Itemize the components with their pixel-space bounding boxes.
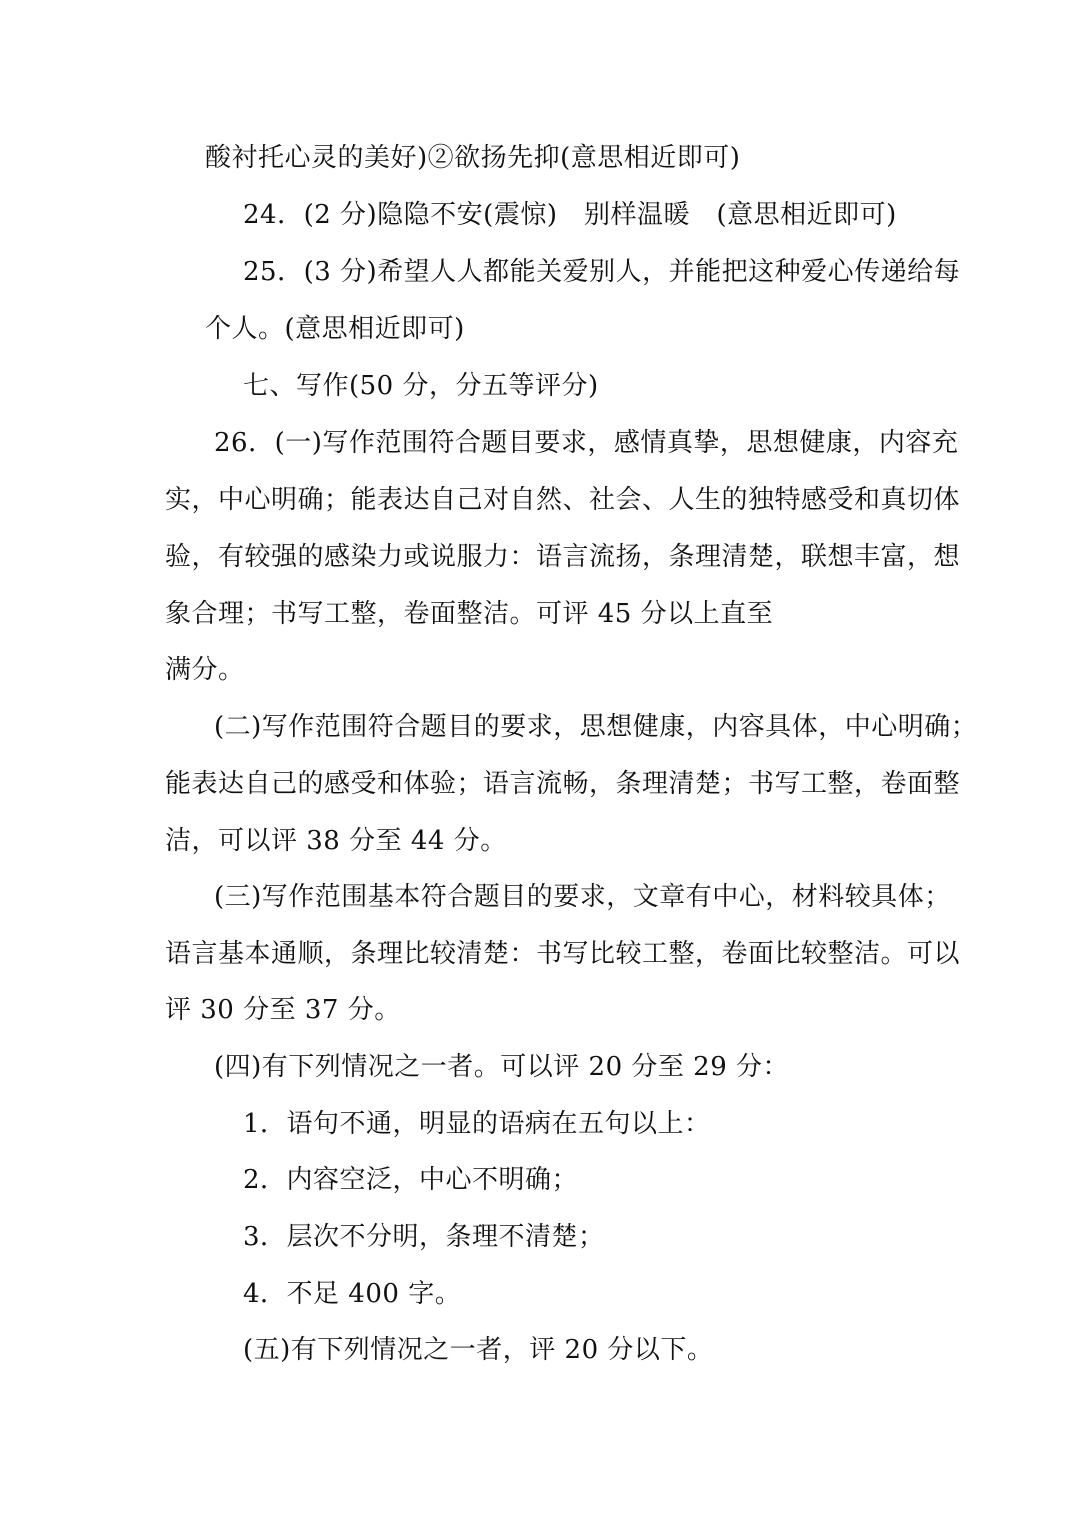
text-line-17: (四)有下列情况之一者。可以评 20 分至 29 分：: [214, 1052, 790, 1082]
text-line-2: 24．(2 分)隐隐不安(震惊) 别样温暖 (意思相近即可): [243, 200, 897, 230]
text-line-10: 满分。: [165, 655, 245, 685]
text-line-16: 评 30 分至 37 分。: [165, 995, 401, 1025]
list-item-2: 2．内容空泛，中心不明确；: [243, 1165, 579, 1195]
list-item-1: 1．语句不通，明显的语病在五句以上：: [243, 1109, 711, 1139]
text-line-7: 实，中心明确；能表达自己对自然、社会、人生的独特感受和真切体: [165, 485, 961, 515]
text-line-3: 25．(3 分)希望人人都能关爱别人，并能把这种爱心传递给每: [243, 257, 961, 287]
text-line-14: (三)写作范围基本符合题目的要求，文章有中心，材料较具体；: [214, 882, 951, 912]
list-item-3: 3．层次不分明，条理不清楚；: [243, 1222, 605, 1252]
text-line-4: 个人。(意思相近即可): [205, 314, 465, 344]
text-line-22: (五)有下列情况之一者，评 20 分以下。: [243, 1335, 714, 1365]
text-line-13: 洁，可以评 38 分至 44 分。: [165, 826, 507, 856]
text-line-11: (二)写作范围符合题目的要求，思想健康，内容具体，中心明确；: [214, 712, 978, 742]
text-line-9: 象合理；书写工整，卷面整洁。可评 45 分以上直至: [165, 599, 774, 629]
section-heading-writing: 七、写作(50 分，分五等评分): [243, 371, 599, 401]
text-line-6: 26．(一)写作范围符合题目要求，感情真挚，思想健康，内容充: [214, 428, 959, 458]
text-line-1: 酸衬托心灵的美好)②欲扬先抑(意思相近即可): [205, 143, 741, 173]
text-line-8: 验，有较强的感染力或说服力：语言流扬，条理清楚，联想丰富，想: [165, 542, 961, 572]
text-line-15: 语言基本通顺，条理比较清楚：书写比较工整，卷面比较整洁。可以: [165, 939, 961, 969]
text-line-12: 能表达自己的感受和体验；语言流畅，条理清楚；书写工整，卷面整: [165, 769, 961, 799]
list-item-4: 4．不足 400 字。: [243, 1279, 462, 1309]
